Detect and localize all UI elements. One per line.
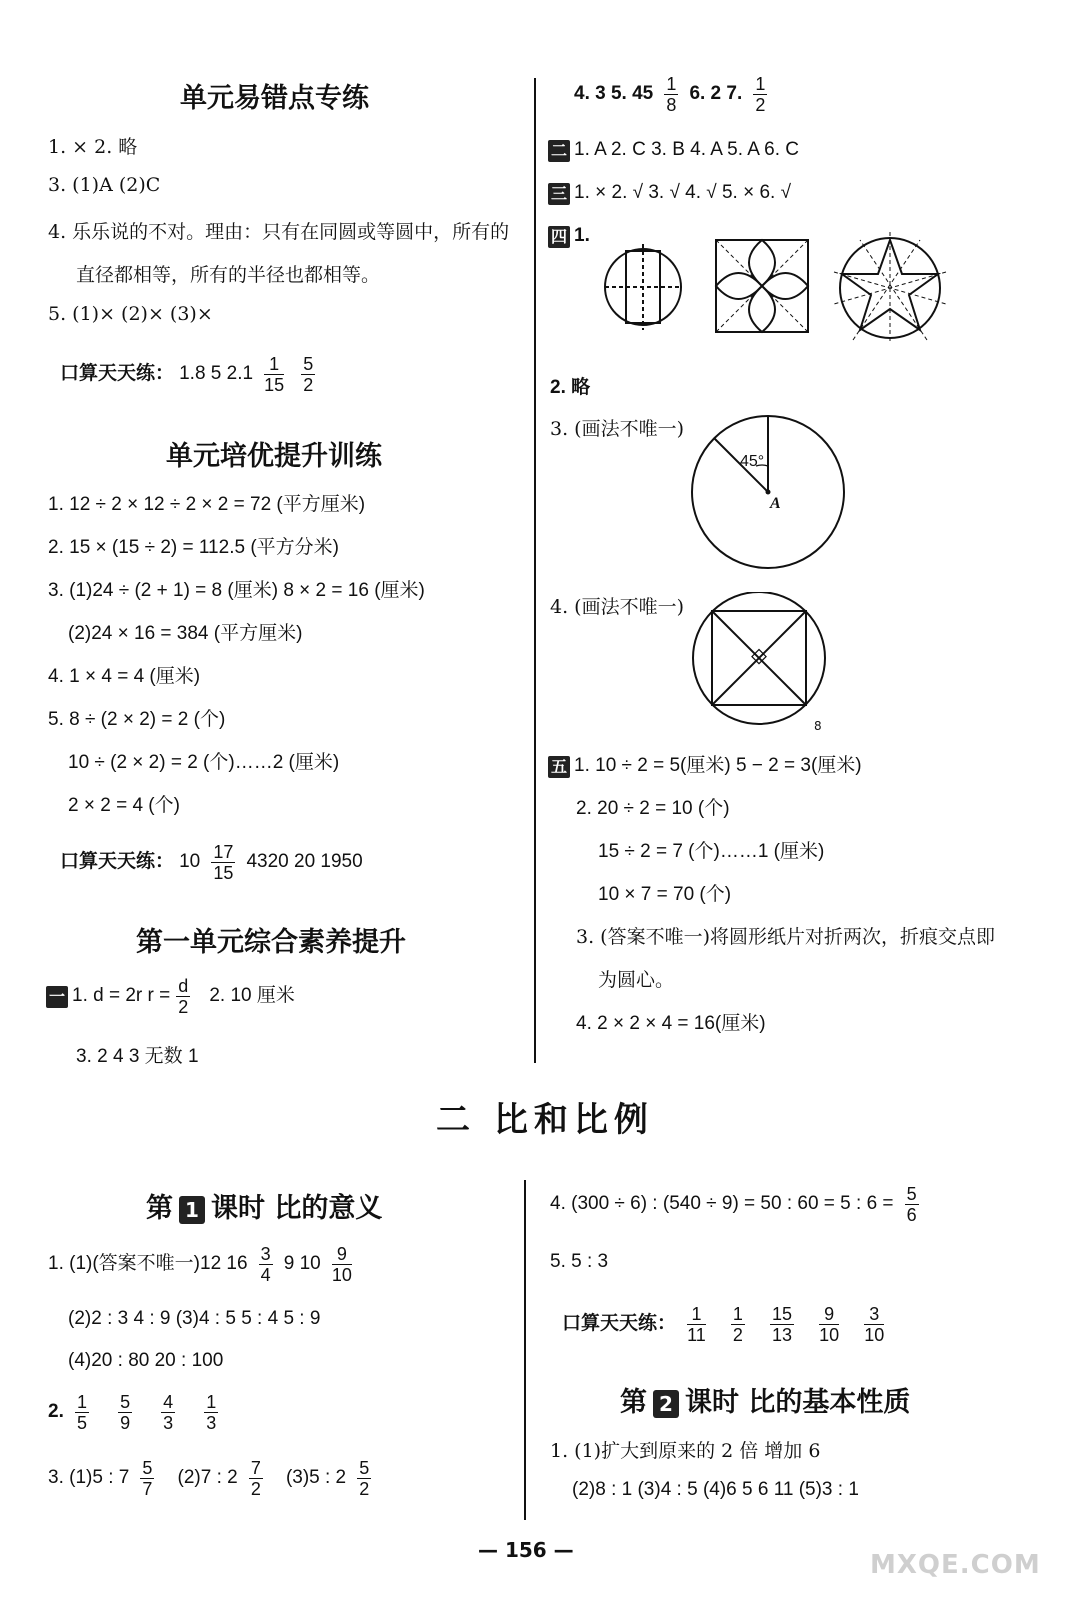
answer-line: 3. 2 4 3 无数 1 — [76, 1046, 199, 1067]
fraction: $\frac{4}{3}$ — [163, 1392, 174, 1433]
oral-practice-label: 口算天天练： — [60, 363, 175, 384]
angle-label: 45° — [740, 453, 765, 470]
answer-line: 10 ÷ (2 × 2) = 2 (个)……2 (厘米) — [68, 752, 340, 773]
fraction: $\frac{9}{10}$ — [331, 1244, 352, 1285]
answer-line: 2. $\frac{1}{5}$ $\frac{5}{9}$ $\frac{4}{3}$ $\frac{1}{3}$ — [48, 1392, 217, 1433]
column-divider-top — [534, 78, 536, 1063]
answer-line: 直径都相等，所有的半径也都相等。 — [76, 264, 381, 286]
oral-practice-label: 口算天天练： — [60, 851, 175, 872]
page-number: — 156 — — [478, 1538, 574, 1562]
answer-line: 4. 1 × 4 = 4 (厘米) — [48, 666, 201, 687]
section-number-badge: 四 — [548, 226, 570, 248]
fraction: $\frac{5}{2}$ — [359, 1458, 370, 1499]
fraction: $\frac{17}{15}$ — [213, 842, 234, 883]
section-number-badge: 一 — [46, 986, 68, 1008]
answer-line: 五 1. 10 ÷ 2 = 5(厘米) 5 − 2 = 3(厘米) — [548, 750, 862, 778]
fraction: $\frac{1}{8}$ — [666, 74, 677, 115]
lesson-number-badge: 2 — [653, 1390, 679, 1418]
fraction: $\frac{1}{2}$ — [732, 1304, 743, 1345]
fraction: $\frac{3}{10}$ — [864, 1304, 885, 1345]
answer-line: 5. 8 ÷ (2 × 2) = 2 (个) — [48, 709, 226, 730]
answer-line: 3. (1)24 ÷ (2 + 1) = 8 (厘米) 8 × 2 = 16 (厘米) — [48, 580, 425, 601]
watermark: MXQE.COM — [870, 1550, 1041, 1580]
answer-line: 2. 15 × (15 ÷ 2) = 112.5 (平方分米) — [48, 537, 339, 558]
section-title-training: 单元培优提升训练 — [166, 441, 382, 472]
circle-with-rectangle — [605, 244, 681, 330]
fraction: $\frac{7}{2}$ — [250, 1458, 261, 1499]
unit-title: 二 比和比例 — [436, 1100, 654, 1140]
oral-practice-2 — [60, 842, 363, 883]
answer-line: 1. × 2. 略 — [48, 136, 138, 158]
svg-text:8: 8 — [814, 719, 822, 732]
oral-practice-label: 口算天天练： — [562, 1313, 677, 1334]
fraction: $\frac{1}{5}$ — [76, 1392, 87, 1433]
answer-line: 1. (1)扩大到原来的 2 倍 增加 6 — [550, 1440, 821, 1462]
lesson-number-badge: 1 — [179, 1196, 205, 1224]
section-number-badge: 五 — [548, 756, 570, 778]
answer-line: 2. 略 — [550, 377, 591, 398]
answer-line: 4. 2 × 2 × 4 = 16(厘米) — [576, 1013, 766, 1034]
answer-line: 10 × 7 = 70 (个) — [598, 884, 732, 905]
answer-line: 二 1. A 2. C 3. B 4. A 5. A 6. C — [548, 139, 799, 162]
circle-figures — [598, 232, 970, 362]
column-divider-bottom — [524, 1180, 526, 1520]
answer-line: (2)8 : 1 (3)4 : 5 (4)6 5 6 11 (5)3 : 1 — [572, 1479, 859, 1500]
answer-line: (2)24 × 16 = 384 (平方厘米) — [68, 623, 303, 644]
answer-line: 三 1. × 2. √ 3. √ 4. √ 5. × 6. √ — [548, 182, 791, 205]
answer-line: 3. (1)A (2)C — [48, 174, 161, 196]
fraction: $\frac{1}{3}$ — [206, 1392, 217, 1433]
circle-angle-figure — [690, 414, 850, 574]
answer-line: 15 ÷ 2 = 7 (个)……1 (厘米) — [598, 841, 825, 862]
answer-line: 4. (300 ÷ 6) : (540 ÷ 9) = 50 : 60 = 5 : 6 = $\frac{5}{6}$ — [550, 1184, 917, 1225]
fraction: $\frac{d}{2}$ — [178, 976, 189, 1017]
fraction: $\frac{1}{2}$ — [755, 74, 766, 115]
answer-line: 4. 乐乐说的不对。理由：只有在同圆或等圆中，所有的 — [48, 221, 510, 243]
oral-practice-3 — [562, 1304, 890, 1345]
fraction: $\frac{5}{6}$ — [906, 1184, 917, 1225]
answer-line: 3. (画法不唯一) — [550, 418, 684, 440]
square-with-petals — [716, 240, 808, 332]
answer-line: 4. 3 5. 45 $\frac{1}{8}$ 6. 2 7. $\frac{1}{2}$ — [574, 74, 766, 115]
answer-line: 1. (1)(答案不唯一)12 16 $\frac{3}{4}$ 9 10 $\frac{9}{10}$ — [48, 1244, 352, 1285]
fraction: $\frac{1}{11}$ — [687, 1304, 706, 1345]
fraction: $\frac{9}{10}$ — [819, 1304, 840, 1345]
fraction: $\frac{15}{13}$ — [772, 1304, 793, 1345]
answer-line: 1. 12 ÷ 2 × 12 ÷ 2 × 2 = 72 (平方厘米) — [48, 494, 366, 515]
oral-practice-1 — [60, 354, 321, 395]
fraction: $\frac{5}{2}$ — [303, 354, 314, 395]
circle-with-star — [834, 232, 946, 344]
answer-line: 一 1. d = 2r r = $\frac{d}{2}$ 2. 10 厘米 — [46, 976, 295, 1017]
oral-values: 4320 20 1950 — [246, 851, 363, 872]
oral-values: 10 — [179, 851, 201, 872]
answer-line: 2. 20 ÷ 2 = 10 (个) — [576, 798, 730, 819]
answer-line: 5. 5 : 3 — [550, 1251, 609, 1272]
answer-line: 2 × 2 = 4 (个) — [68, 795, 180, 816]
fraction: $\frac{5}{9}$ — [120, 1392, 131, 1433]
answer-line: 四 1. — [548, 225, 590, 248]
answer-line: 4. (画法不唯一) — [550, 596, 684, 618]
fraction: $\frac{1}{15}$ — [264, 354, 285, 395]
section-title-unit1-review: 第一单元综合素养提升 — [136, 927, 406, 958]
section-number-badge: 二 — [548, 140, 570, 162]
point-label: A — [770, 495, 781, 512]
answer-line: 5. (1)× (2)× (3)× — [48, 303, 213, 325]
answer-line: (2)2 : 3 4 : 9 (3)4 : 5 5 : 4 5 : 9 — [68, 1308, 321, 1329]
answer-line: 3. (1)5 : 7 $\frac{5}{7}$ (2)7 : 2 $\frac{7}{2}$ (3)5 : 2 $\frac{5}{2}$ — [48, 1458, 370, 1499]
section-number-badge: 三 — [548, 183, 570, 205]
section-title-errors: 单元易错点专练 — [180, 83, 369, 114]
lesson-title: 第 2 课时 比的基本性质 — [620, 1387, 911, 1418]
answer-line: 为圆心。 — [598, 969, 675, 991]
circle-square-figure — [690, 592, 830, 732]
lesson-title: 第 1 课时 比的意义 — [146, 1193, 383, 1224]
answer-line: 3. (答案不唯一)将圆形纸片对折两次，折痕交点即 — [576, 926, 995, 948]
fraction: $\frac{3}{4}$ — [260, 1244, 271, 1285]
fraction: $\frac{5}{7}$ — [142, 1458, 153, 1499]
oral-values: 1.8 5 2.1 — [179, 363, 254, 384]
answer-line: (4)20 : 80 20 : 100 — [68, 1350, 224, 1371]
